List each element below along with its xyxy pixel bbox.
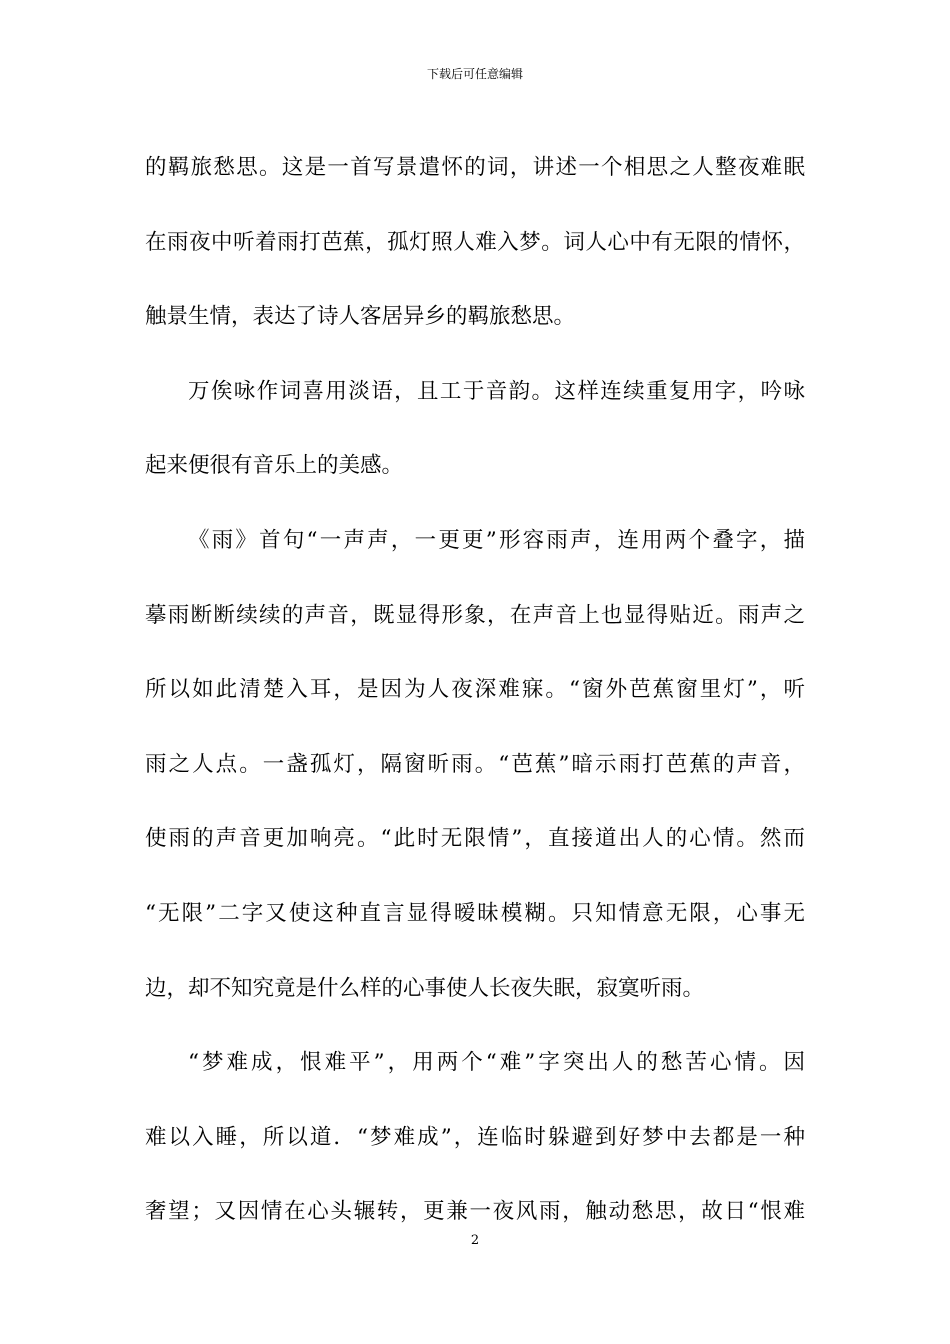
text-line: 起来便很有音乐上的美感。	[145, 453, 404, 479]
page-header: 下载后可任意编辑	[426, 67, 523, 81]
body-text	[145, 131, 805, 1250]
text-line: “无限”二字又使这种直言显得暧昧模糊。只知情意无限，心事无	[145, 900, 805, 926]
text-line: 所以如此清楚入耳，是因为人夜深难寐。“窗外芭蕉窗里灯”，听	[145, 677, 805, 703]
page-number: 2	[470, 1233, 480, 1248]
text-line: 雨之人点。一盏孤灯，隔窗昕雨。“芭蕉”暗示雨打芭蕉的声音，	[145, 751, 805, 777]
text-line: 在雨夜中听着雨打芭蕉，孤灯照人难入梦。词人心中有无限的情怀，	[145, 229, 805, 255]
text-line: 触景生情，表达了诗人客居异乡的羁旅愁思。	[145, 304, 576, 330]
text-line: 使雨的声音更加响亮。“此时无限情”，直接道出人的心情。然而	[145, 826, 805, 852]
text-line: 的羁旅愁思。这是一首写景遣怀的词，讲述一个相思之人整夜难眠	[145, 155, 805, 180]
text-line: 万俟咏作词喜用淡语，且工于音韵。这样连续重复用字，吟咏	[188, 378, 805, 404]
text-line: 难以入睡，所以道．“梦难成”，连临时躲避到好梦中去都是一种	[145, 1124, 805, 1150]
text-line: 边，却不知究竟是什么样的心事使人长夜失眠，寂寞听雨。	[145, 975, 705, 1001]
text-line: 摹雨断断续续的声音，既显得形象，在声音上也显得贴近。雨声之	[145, 602, 805, 628]
text-line: 奢望；又因情在心头辗转，更兼一夜风雨，触动愁思，故日“恨难	[145, 1199, 805, 1225]
text-line: 《雨》首句“一声声，一更更”形容雨声，连用两个叠字，描	[188, 527, 805, 553]
text-line: “梦难成，恨难平”，用两个“难”字突出人的愁苦心情。因	[188, 1050, 805, 1076]
